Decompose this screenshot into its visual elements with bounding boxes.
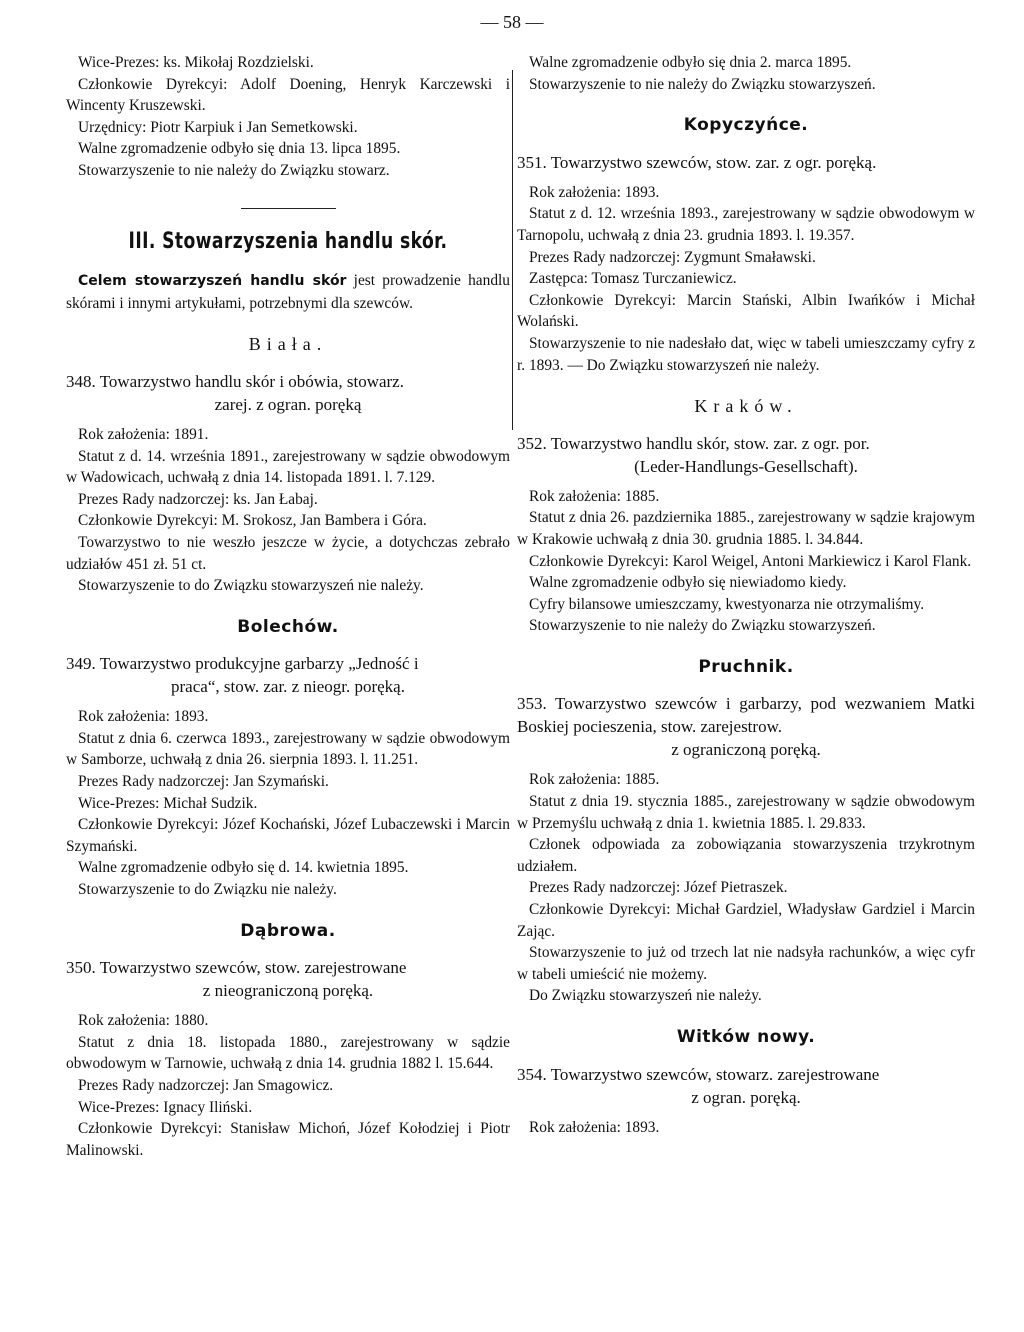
note: Stowarzyszenie to nie nadesłało dat, więc w tabeli umieszczamy cyfry z r. 1893. — Do Związku stowarzyszeń nie należy. [517,334,975,374]
entry-title-line: 354. Towarzystwo szewców, stowarz. zarejestrowane [517,1064,880,1084]
city-heading: Dąbrowa. [240,920,336,941]
entry-title-line: (Leder-Handlungs-Gesellschaft). [634,456,858,476]
city-heading: Kraków. [694,396,798,417]
note: Stowarzyszenie to już od trzech lat nie nadsyła rachunków, a więc cyfr w tabeli umieścić nie możemy. [517,944,975,983]
section-lead-bold: Celem stowarzyszeń handlu skór [78,273,347,290]
directors: Członkowie Dyrekcyi: Józef Kochański, Józef Lubaczewski i Marcin Szymański. [66,816,510,855]
entry-title-line: zarej. z ogran. poręką [214,394,362,414]
entry-title-349 [66,652,510,698]
column-divider [512,70,513,430]
entry-title-line: z nieograniczoną poręką. [202,981,374,1001]
intro-line: Wice-Prezes: ks. Mikołaj Rozdzielski. [78,54,314,71]
vice-president: Wice-Prezes: Ignacy Iliński. [78,1098,253,1116]
intro-line: Urzędnicy: Piotr Karpiuk i Jan Semetkowski. [78,118,358,136]
city-heading: Pruchnik. [698,656,794,677]
entry-title-352 [517,432,975,478]
board-president: Prezes Rady nadzorczej: Jan Smagowicz. [78,1077,334,1094]
section-lead-rest: jest prowadzenie handlu skórami i innymi artykułami, potrzebnymi dla szewców. [66,272,510,312]
statute: Statut z dnia 18. listopada 1880., zarejestrowany w sądzie obwodowym w Tarnowie, uchwałą z dnia 14. grudnia 1882 l. 15.644. [66,1033,510,1073]
general-meeting: Walne zgromadzenie odbyło się d. 14. kwietnia 1895. [78,859,409,877]
entry-title-line: z ogran. poręką. [691,1087,801,1107]
city-heading: Witków nowy. [676,1027,816,1047]
directors: Członkowie Dyrekcyi: Karol Weigel, Antoni Markiewicz i Karol Flank. [529,552,972,570]
directors: Członkowie Dyrekcyi: Stanisław Michoń, Józef Kołodziej i Piotr Malinowski. [66,1120,510,1159]
entry-title-351: 351. Towarzystwo szewców, stow. zar. z ogr. poręką. [517,152,877,172]
directors: Członkowie Dyrekcyi: M. Srokosz, Jan Bambera i Góra. [78,512,427,530]
section-title: III. Stowarzyszenia handlu skór. [128,228,448,254]
entry-title-354 [517,1063,975,1109]
entry-title-353 [517,692,975,761]
right-column [517,52,975,1138]
entry-title-line: 352. Towarzystwo handlu skór, stow. zar. z ogr. por. [517,433,870,453]
board-president: Prezes Rady nadzorczej: Jan Szymański. [78,773,329,791]
founding-year: Rok założenia: 1885. [529,487,660,505]
city-heading: Kopyczyńce. [683,115,809,136]
entry-title-348 [66,370,510,416]
founding-year: Rok założenia: 1880. [78,1012,209,1030]
statute: Statut z dnia 26. pazdziernika 1885., zarejestrowany w sądzie krajowym w Krakowie uchwałą z dnia 30. grudnia 1885. l. 34.844. [517,509,975,548]
board-president: Prezes Rady nadzorczej: ks. Jan Łabaj. [78,490,318,508]
founding-year: Rok założenia: 1891. [78,425,209,443]
directors: Członkowie Dyrekcyi: Michał Gardziel, Władysław Gardziel i Marcin Zając. [517,901,975,940]
city-heading: Biała. [248,334,328,355]
section-rule [241,208,336,209]
entry-title-line: 348. Towarzystwo handlu skór i obówia, stowarz. [66,371,404,391]
intro-line: Walne zgromadzenie odbyło się dnia 13. lipca 1895. [78,140,401,158]
liability-note: Członek odpowiada za zobowiązania stowarzyszenia trzykrotnym udziałem. [517,836,975,875]
entry-title-350 [66,956,510,1002]
intro-line: Stowarzyszenie to nie należy do Związku stowarzyszeń. [529,75,876,93]
directors: Członkowie Dyrekcyi: Marcin Stański, Albin Iwańków i Michał Wolański. [517,291,975,331]
entry-title-line: z ograniczoną poręką. [671,740,821,760]
statute: Statut z d. 12. września 1893., zarejestrowany w sądzie obwodowym w Tarnopolu, uchwałą z dnia 23. grudnia 1893. l. 19.357. [517,205,975,244]
balance-note: Cyfry bilansowe umieszczamy, kwestyonarza nie otrzymaliśmy. [529,595,925,613]
note: Towarzystwo to nie weszło jeszcze w życie, a dotychczas zebrało udziałów 451 zł. 51 ct. [66,533,510,573]
entry-title-line: 350. Towarzystwo szewców, stow. zarejestrowane [66,958,407,978]
entry-title-line: praca“, stow. zar. z nieogr. poręką. [171,677,405,697]
board-president: Prezes Rady nadzorczej: Józef Pietraszek. [529,879,788,897]
left-column [66,52,510,1161]
note: Stowarzyszenie to do Związku nie należy. [78,881,337,899]
statute: Statut z dnia 6. czerwca 1893., zarejestrowany w sądzie obwodowym w Samborze, uchwałą z dnia 26. sierpnia 1893. l. 11.251. [66,729,510,769]
note: Do Związku stowarzyszeń nie należy. [529,987,762,1005]
page-number: — 58 — [480,12,544,32]
general-meeting: Walne zgromadzenie odbyło się niewiadomo kiedy. [529,574,847,592]
statute: Statut z d. 14. września 1891., zarejestrowany w sądzie obwodowym w Wadowicach, uchwałą z dnia 14. listopada 1891. l. 7.129. [66,447,510,487]
intro-line: Członkowie Dyrekcyi: Adolf Doening, Henryk Karczewski i Wincenty Kruszewski. [66,75,510,115]
entry-title-line: 353. Towarzystwo szewców i garbarzy, pod wezwaniem Matki Boskiej pocieszenia, stow. zarejestrow. [517,694,975,737]
founding-year: Rok założenia: 1893. [529,183,660,201]
entry-title-line: 349. Towarzystwo produkcyjne garbarzy „Jedność i [66,654,419,674]
founding-year: Rok założenia: 1893. [78,708,209,726]
vice-president: Wice-Prezes: Michał Sudzik. [78,794,258,812]
statute: Statut z dnia 19. stycznia 1885., zarejestrowany w sądzie obwodowym w Przemyślu uchwałą z dnia 1. kwietnia 1885. l. 29.833. [517,793,975,832]
board-president: Prezes Rady nadzorczej: Zygmunt Smaławski. [529,248,816,266]
section-lead [66,270,510,314]
deputy: Zastępca: Tomasz Turczaniewicz. [529,270,737,288]
city-heading: Bolechów. [237,616,339,637]
intro-line: Stowarzyszenie to nie należy do Związku stowarz. [78,161,390,179]
founding-year: Rok założenia: 1893. [529,1118,660,1136]
note: Stowarzyszenie to do Związku stowarzyszeń nie należy. [78,577,424,595]
note: Stowarzyszenie to nie należy do Związku stowarzyszeń. [529,617,876,635]
founding-year: Rok założenia: 1885. [529,771,660,789]
intro-line: Walne zgromadzenie odbyło się dnia 2. marca 1895. [529,54,852,71]
